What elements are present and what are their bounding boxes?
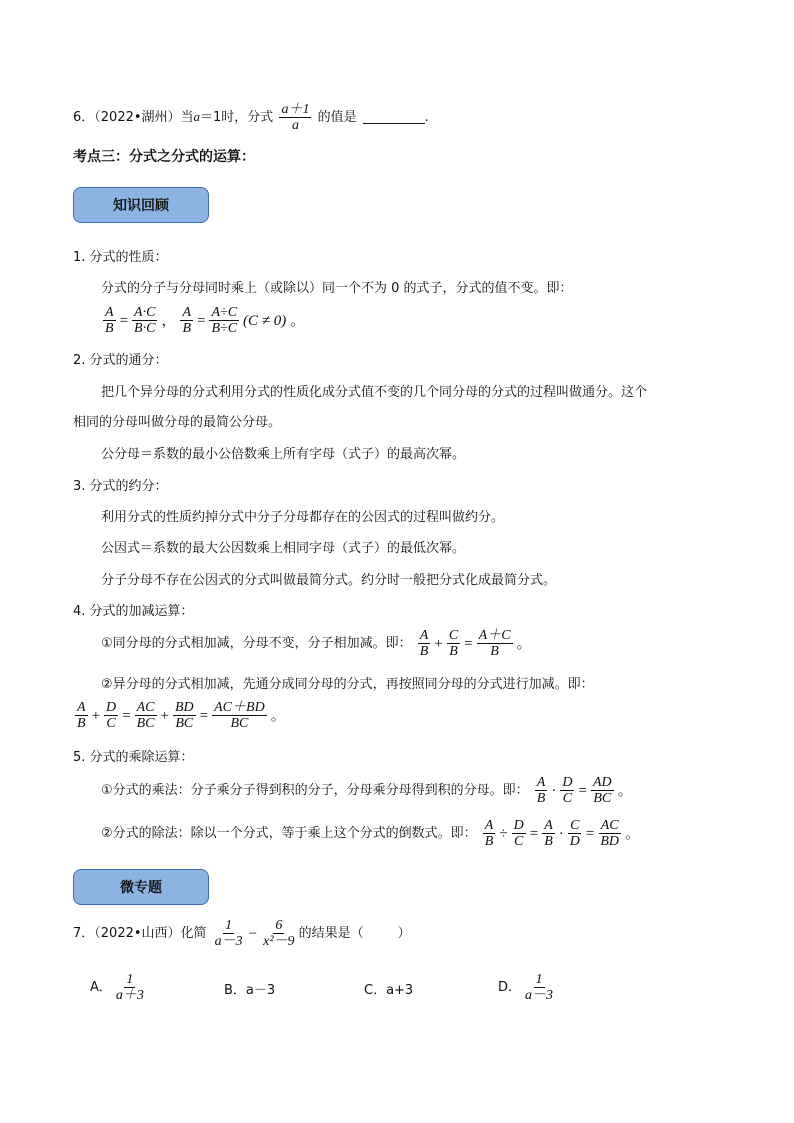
item-3-body-1: 利用分式的性质约掉分式中分子分母都存在的公因式的过程叫做约分。: [101, 510, 505, 525]
item-2-body-2: 相同的分母叫做分母的最简公分母。: [73, 415, 282, 430]
q6-condition: ＝1时，分式: [200, 110, 274, 125]
item-4-body-1: ①同分母的分式相加减，分母不变，分子相加减。即： $\frac{A}{B}$ + $\frac{C}{B}$ = $\frac{A+C}{B}$ 。: [101, 628, 532, 659]
item-2-title: 2. 分式的通分：: [73, 353, 168, 368]
formula-4: $\frac{A}{B}$ + $\frac{D}{C}$ = $\frac{AC}{BC}$ + $\frac{BD}{BC}$ = $\frac{AC+BD}{BC}$ 。: [77, 700, 286, 731]
q6-fraction: $\frac{a+1}{a}$: [281, 102, 310, 133]
item-4-title: 4. 分式的加减运算：: [73, 604, 194, 619]
section-3-title: 考点三：分式之分式的运算：: [73, 149, 255, 165]
item-5-body-2: ②分式的除法：除以一个分式，等于乘上这个分式的倒数式。即： $\frac{A}{B}$ ÷ $\frac{D}{C}$ = $\frac{A}{B}$ · $\frac{C}{D}$ = $\frac{AC}{BD}$ 。: [101, 818, 641, 849]
item-1-title: 1. 分式的性质：: [73, 250, 168, 265]
option-c[interactable]: C．a+3: [364, 983, 414, 998]
option-d[interactable]: D． $\frac{1}{a-3}$: [498, 972, 554, 1003]
option-b[interactable]: B．a－3: [224, 983, 276, 998]
item-3-title: 3. 分式的约分：: [73, 479, 168, 494]
formula-1: $\frac{A}{B}$ = $\frac{A\cdot C}{B\cdot C}$ ， $\frac{A}{B}$ = $\frac{A\div C}{B\div C}$ (C ≠ 0) 。: [105, 305, 306, 336]
item-4-body-2: ②异分母的分式相加减，先通分成同分母的分式，再按照同分母的分式进行加减。即：: [101, 677, 594, 692]
item-5-body-1: ①分式的乘法：分子乘分子得到积的分子，分母乘分母得到积的分母。即： $\frac{A}{B}$ · $\frac{D}{C}$ = $\frac{AD}{BC}$ 。: [101, 775, 633, 806]
item-3-body-3: 分子分母不存在公因式的分式叫做最简分式。约分时一般把分式化成最简分式。: [101, 573, 557, 588]
q6-suffix: 的值是: [317, 110, 357, 125]
item-5-title: 5. 分式的乘除运算：: [73, 750, 194, 765]
badge-knowledge-review: 知识回顾: [73, 187, 209, 223]
question-7: 7．（2022•山西）化简 $\frac{1}{a-3}$ − $\frac{6}{\text{x²－9}}$ 的结果是（ ）: [73, 918, 411, 949]
item-1-body: 分式的分子与分母同时乘上（或除以）同一个不为 0 的式子，分式的值不变。即：: [101, 281, 573, 296]
q6-prefix: 6．（2022•湖州）当: [73, 110, 194, 125]
q6-var: a: [193, 109, 201, 124]
option-a[interactable]: A． $\frac{1}{a+3}$: [90, 972, 144, 1003]
item-2-body-1: 把几个异分母的分式利用分式的性质化成分式值不变的几个同分母的分式的过程叫做通分。这个: [101, 385, 648, 400]
q6-answer-blank[interactable]: [363, 111, 425, 124]
item-3-body-2: 公因式＝系数的最大公因数乘上相同字母（式子）的最低次幂。: [101, 541, 466, 556]
badge-special-topic: 微专题: [73, 869, 209, 905]
item-2-body-3: 公分母＝系数的最小公倍数乘上所有字母（式子）的最高次幂。: [101, 447, 466, 462]
question-6: 6．（2022•湖州）当a＝1时，分式 $\frac{a+1}{a}$ 的值是 .: [73, 102, 429, 133]
